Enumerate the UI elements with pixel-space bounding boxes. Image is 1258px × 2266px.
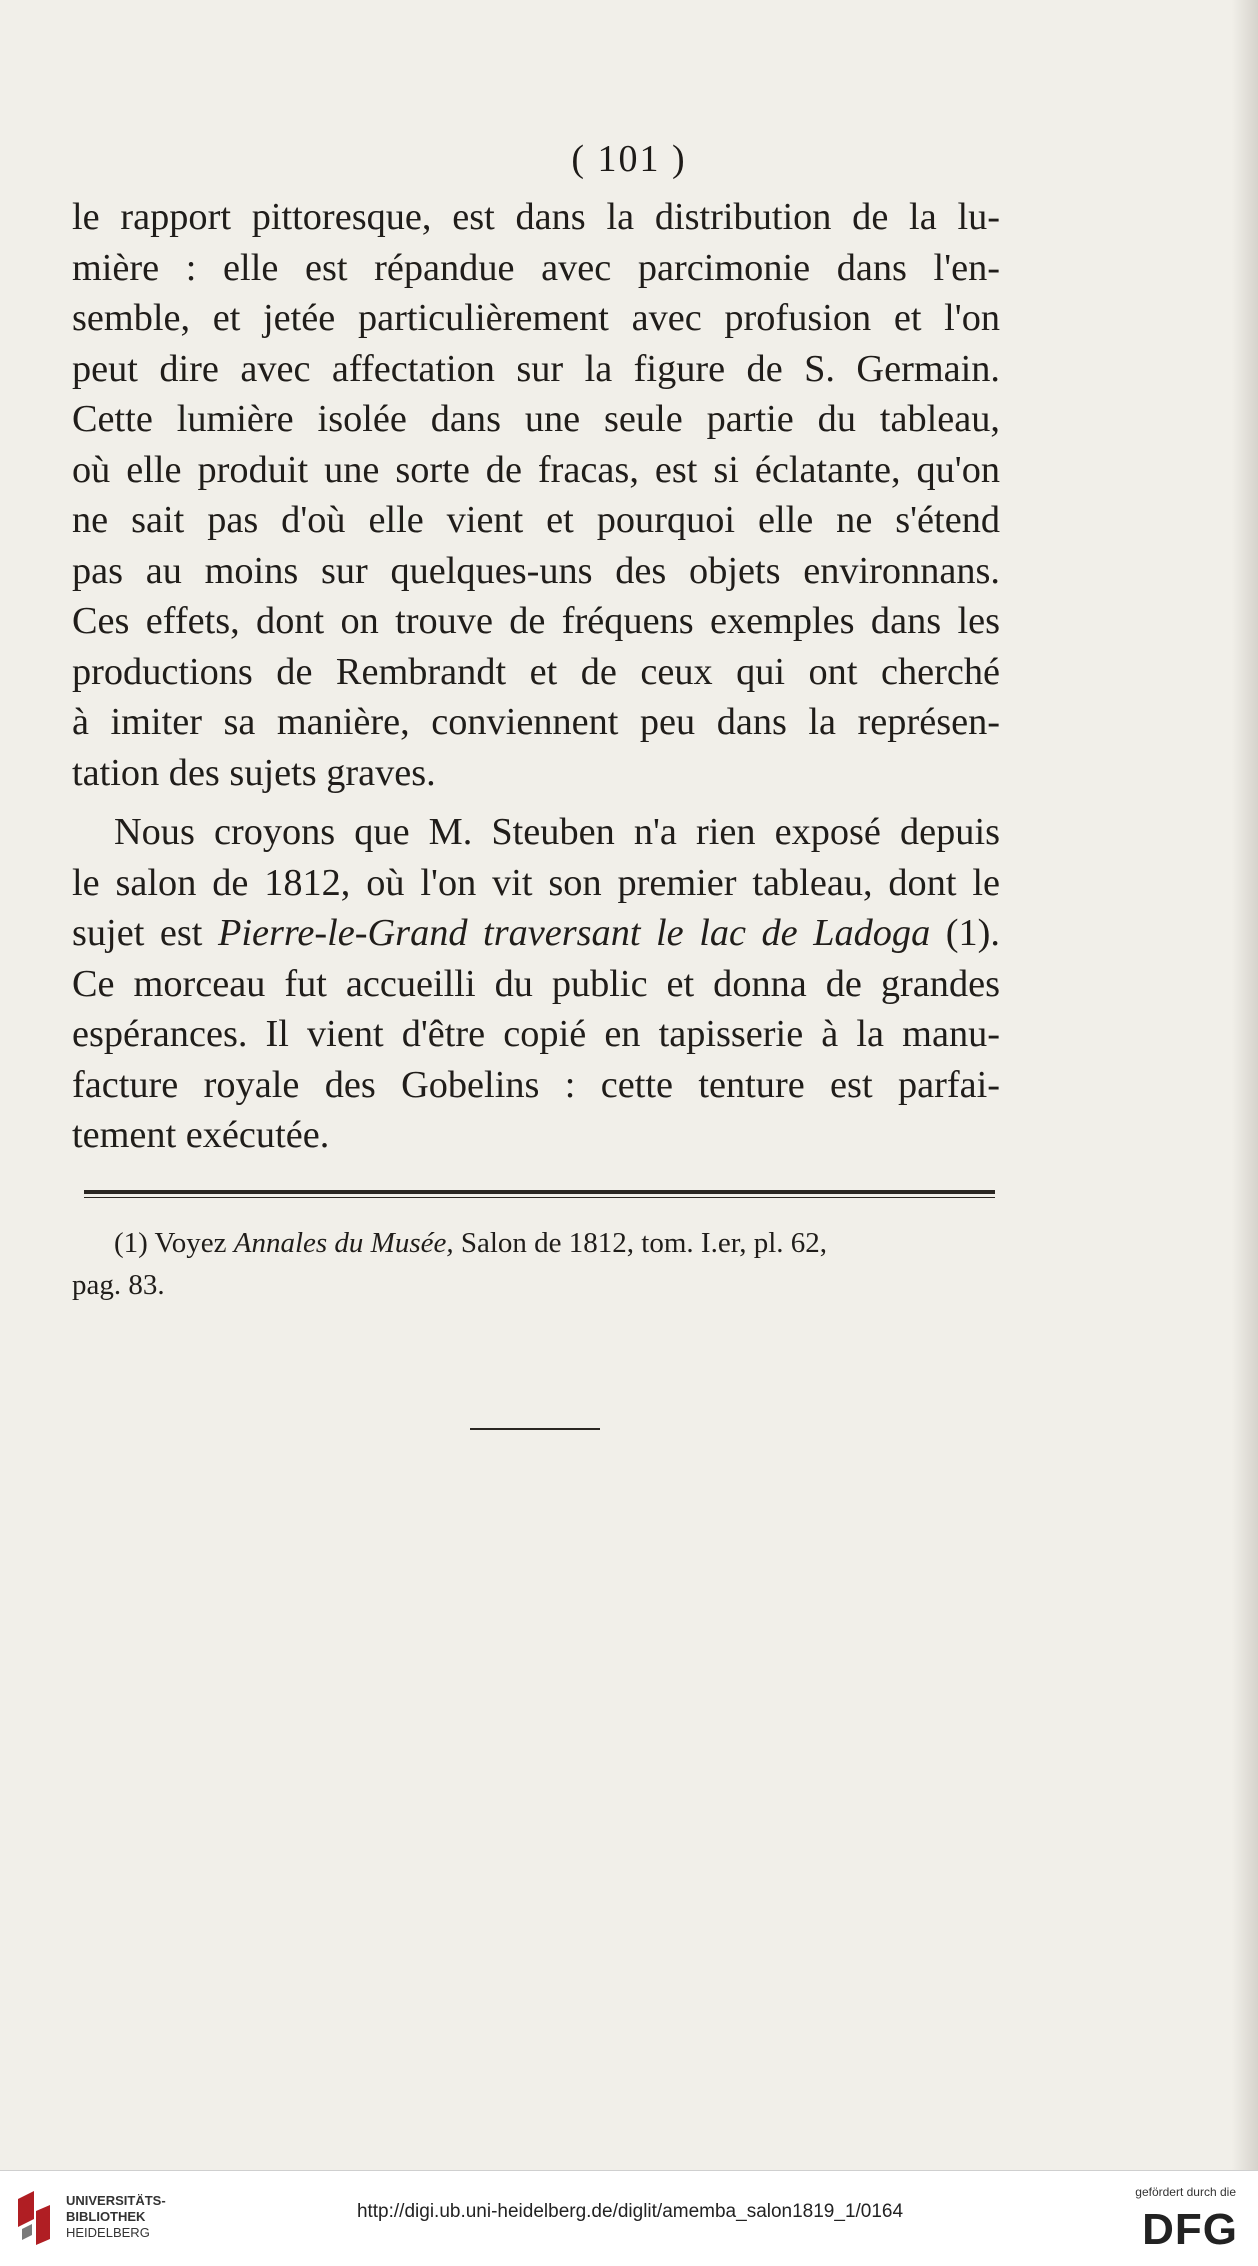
footnote-reference: (1).: [930, 912, 1000, 954]
footnote: [72, 1222, 1000, 1306]
artwork-title: Pierre-le-Grand traversant le lac de Ladoga: [217, 912, 931, 954]
text-fragment: Salon de 1812, tom. I.er, pl. 62,: [453, 1227, 827, 1259]
library-name: [66, 2193, 166, 2241]
permalink-url[interactable]: http://digi.ub.uni-heidelberg.de/diglit/amemba_salon1819_1/0164: [356, 2201, 904, 2222]
text-line: tement exécutée.: [72, 1114, 330, 1156]
footnote-separator: [84, 1190, 995, 1194]
text-line: peut dire avec affectation sur la figure de S. Germain.: [72, 347, 1000, 390]
footnote-line: pag. 83.: [72, 1269, 165, 1301]
text-line: facture royale des Gobelins : cette tenture est parfai-: [72, 1063, 1000, 1106]
footnote-line: [72, 1222, 1000, 1264]
dfg-logo: DFG: [1142, 2205, 1238, 2254]
text-line: Ce morceau fut accueilli du public et donna de grandes: [72, 962, 1000, 1005]
text-line: Cette lumière isolée dans une seule partie du tableau,: [72, 398, 1000, 440]
text-fragment: (1) Voyez: [114, 1227, 234, 1259]
text-line: [72, 908, 1000, 959]
text-line: semble, et jetée particulièrement avec profusion et l'on: [72, 297, 1000, 339]
main-text: [72, 192, 1000, 1161]
sponsor-caption: gefördert durch die: [1135, 2185, 1236, 2199]
page-number: ( 101 ): [571, 138, 687, 180]
library-logo-icon: [14, 2189, 54, 2247]
text-line: espérances. Il vient d'être copié en tapisserie à la manu-: [72, 1013, 1000, 1055]
publication-title: Annales du Musée,: [233, 1227, 454, 1259]
library-name-line: UNIVERSITÄTS-: [66, 2193, 166, 2208]
text-line: Ces effets, dont on trouve de fréquens exemples dans les: [72, 600, 1000, 642]
text-line: à imiter sa manière, conviennent peu dans la représen-: [72, 701, 1000, 743]
text-line: mière : elle est répandue avec parcimonie dans l'en-: [72, 246, 1000, 289]
end-ornament-rule: [470, 1428, 600, 1430]
text-line: Nous croyons que M. Steuben n'a rien exposé depuis: [114, 811, 1000, 853]
text-line: le rapport pittoresque, est dans la distribution de la lu-: [72, 196, 1000, 238]
library-name-line: BIBLIOTHEK: [66, 2209, 146, 2224]
viewer-footer: [0, 2170, 1258, 2266]
text-line: le salon de 1812, où l'on vit son premier tableau, dont le: [72, 861, 1000, 904]
text-line: productions de Rembrandt et de ceux qui ont cherché: [72, 650, 1000, 693]
text-line: ne sait pas d'où elle vient et pourquoi elle ne s'étend: [72, 499, 1000, 541]
library-name-line: HEIDELBERG: [66, 2225, 150, 2240]
text-line: pas au moins sur quelques-uns des objets environnans.: [72, 549, 1000, 592]
text-fragment: sujet est: [72, 912, 218, 954]
text-line: où elle produit une sorte de fracas, est si éclatante, qu'on: [72, 448, 1000, 491]
text-line: tation des sujets graves.: [72, 751, 436, 794]
